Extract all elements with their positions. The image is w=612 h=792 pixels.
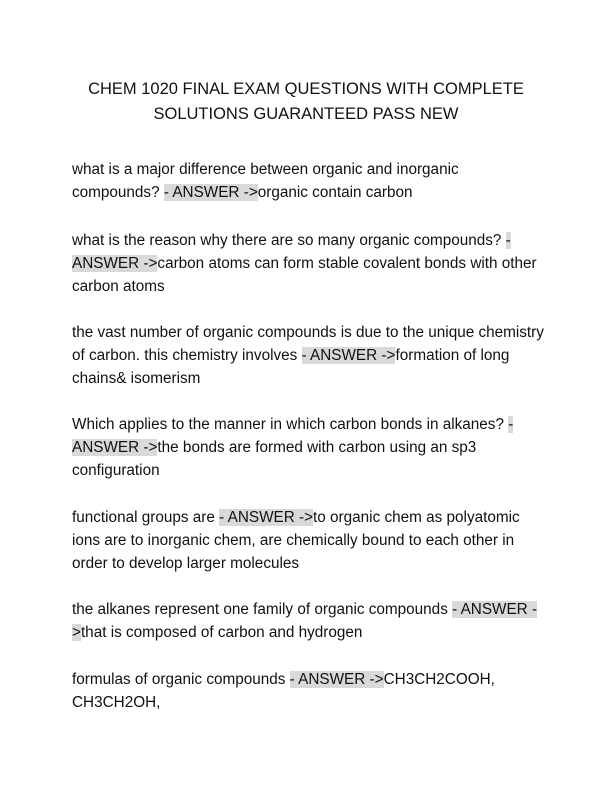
question-text: what is the reason why there are so many organic compounds? (72, 232, 506, 249)
answer-text: the bonds are formed with carbon using an sp3 configuration (72, 439, 477, 479)
qa-item-2 (72, 229, 547, 298)
qa-item-3 (72, 321, 547, 390)
question-text: Which applies to the manner in which carbon bonds in alkanes? (72, 416, 509, 433)
answer-text: CH3CH2COOH, CH3CH2OH, (72, 671, 495, 711)
answer-marker: - ANSWER -> (72, 416, 514, 456)
document-title (60, 77, 552, 127)
answer-text: formation of long chains& isomerism (72, 347, 510, 387)
answer-text: carbon atoms can form stable covalent bonds with other carbon atoms (72, 255, 537, 295)
qa-item-7 (72, 668, 547, 714)
qa-item-6 (72, 598, 547, 644)
question-text: functional groups are (72, 509, 220, 526)
title-line-2: SOLUTIONS GUARANTEED PASS NEW (153, 105, 459, 123)
question-text: formulas of organic compounds (72, 671, 290, 688)
qa-item-4 (72, 413, 547, 482)
question-text: the vast number of organic compounds is due to the unique chemistry of carbon. this chemistry involves (72, 324, 544, 364)
answer-marker: - ANSWER -> (289, 671, 384, 688)
answer-marker: - ANSWER -> (72, 601, 538, 641)
answer-text: organic contain carbon (257, 184, 413, 201)
qa-item-1 (72, 158, 547, 204)
question-text: what is a major difference between organic and inorganic compounds? (72, 161, 459, 201)
title-line-1: CHEM 1020 FINAL EXAM QUESTIONS WITH COMPLETE (88, 80, 524, 98)
answer-marker: - ANSWER -> (163, 184, 258, 201)
answer-marker: - ANSWER -> (219, 509, 314, 526)
question-text: the alkanes represent one family of organic compounds (72, 601, 453, 618)
answer-text: to organic chem as polyatomic ions are to inorganic chem, are chemically bound to each other in order to develop larger molecules (72, 509, 520, 572)
qa-item-5 (72, 506, 547, 575)
answer-text: that is composed of carbon and hydrogen (80, 624, 363, 641)
answer-marker: - ANSWER -> (301, 347, 396, 364)
answer-marker: - ANSWER -> (72, 232, 511, 272)
